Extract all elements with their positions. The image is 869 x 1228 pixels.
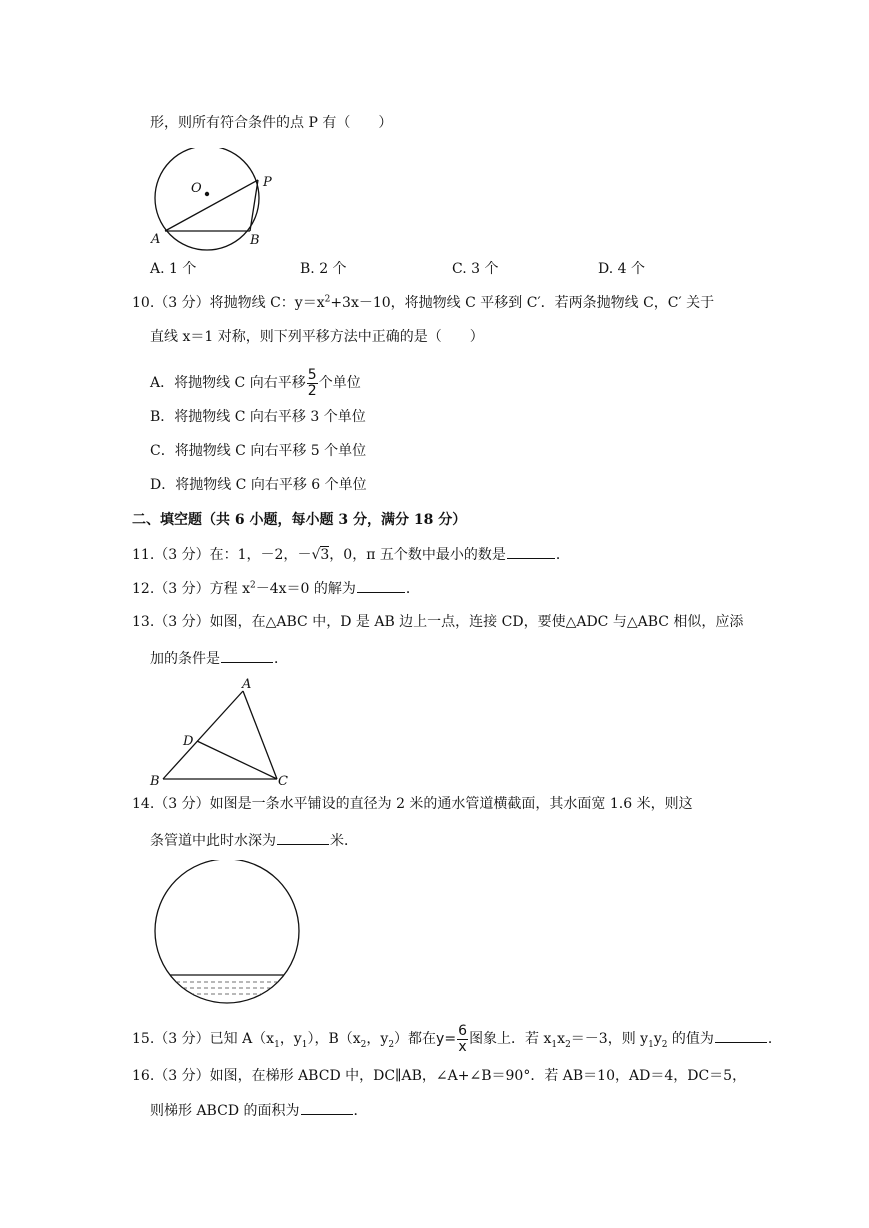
- q16-answer-blank: [301, 1100, 353, 1115]
- q15-text: ＝－3，则 y: [570, 1031, 649, 1047]
- q9-stem-tail: 形，则所有符合条件的点 P 有（ ）: [150, 115, 393, 131]
- q14-line2: [150, 830, 358, 851]
- q11-line: [132, 544, 570, 565]
- q10-num: 10.（3 分）将抛物线 C：y＝x: [132, 295, 325, 311]
- q14-line2-pre: 条管道中此时水深为: [150, 833, 276, 849]
- q11-neg: －: [297, 547, 312, 563]
- q15-text: y: [653, 1031, 662, 1047]
- q9-option-c: C. 3 个: [452, 261, 499, 277]
- q13-line2-pre: 加的条件是: [150, 651, 220, 667]
- q11-sqrt-sign: √: [311, 547, 321, 563]
- q16-line2-pre: 则梯形 ABCD 的面积为: [150, 1103, 300, 1119]
- q15-sub: 2: [565, 1039, 571, 1050]
- q10-line1: [132, 293, 714, 313]
- q16-line2: [150, 1100, 368, 1121]
- q15-sub: 2: [388, 1039, 395, 1050]
- section2-heading: 二、填空题（共 6 小题，每小题 3 分，满分 18 分）: [132, 512, 467, 528]
- q15-sub: 2: [360, 1039, 367, 1050]
- q11-radicand: 3: [320, 547, 330, 563]
- q15-fraction-num: 6: [458, 1022, 468, 1039]
- q9-chord-ap: [165, 180, 258, 231]
- q15-text: x: [557, 1031, 566, 1047]
- q15-line: [132, 1022, 782, 1056]
- q9-label-o: O: [191, 181, 202, 196]
- q11-end: ．: [555, 547, 570, 563]
- q10-fraction: [307, 368, 318, 399]
- q10-option-a-post: 个单位: [318, 375, 361, 391]
- q14-line1: 14.（3 分）如图是一条水平铺设的直径为 2 米的通水管道横截面，其水面宽 1.6 米，则这: [132, 796, 693, 812]
- q12-answer-blank: [357, 578, 405, 593]
- q9-option-b: B. 2 个: [300, 261, 347, 277]
- q15-sub: 1: [301, 1039, 308, 1050]
- q10-fraction-den: 2: [307, 382, 317, 399]
- q13-end: ．: [274, 651, 288, 667]
- q10-option-c: C．将抛物线 C 向右平移 5 个单位: [150, 443, 367, 459]
- q10-option-d: D．将抛物线 C 向右平移 6 个单位: [150, 477, 367, 493]
- q9-chord-bp: [250, 180, 258, 231]
- q15-pre: 15.（3 分）已知 A（x: [132, 1031, 275, 1047]
- q11-post: ，0，π 五个数中最小的数是: [329, 547, 506, 563]
- q9-label-a: A: [151, 232, 161, 247]
- q15-sub: 2: [661, 1039, 668, 1050]
- q10-option-a-pre: A．将抛物线 C 向右平移: [150, 375, 306, 391]
- q13-label-a: A: [242, 677, 252, 692]
- q9-circle-figure: [145, 148, 285, 252]
- q13-label-b: B: [150, 774, 160, 789]
- q9-circle: [155, 148, 259, 250]
- q14-pipe-figure: [148, 860, 308, 1006]
- q11-pre: 11.（3 分）在：1，－2，: [132, 547, 298, 563]
- q13-side-ab: [163, 691, 243, 779]
- q13-label-d: D: [183, 734, 194, 749]
- q14-line2-post: 米．: [330, 833, 358, 849]
- q9-option-a: A. 1 个: [150, 261, 197, 277]
- q15-fraction-den: x: [458, 1038, 467, 1055]
- q11-answer-blank: [507, 544, 555, 559]
- q12-post: －4x＝0 的解为: [255, 581, 356, 597]
- q13-triangle-figure: [145, 673, 295, 791]
- q15-sub: 1: [274, 1039, 280, 1050]
- q15-text: ，y: [279, 1031, 302, 1047]
- q15-sub: 1: [551, 1039, 558, 1050]
- q12-pre: 12.（3 分）方程 x: [132, 581, 250, 597]
- q15-text: ，y: [366, 1031, 389, 1047]
- q16-end: ．: [353, 1103, 368, 1119]
- q16-line1: 16.（3 分）如图，在梯形 ABCD 中，DC∥AB，∠A+∠B＝90°．若 AB＝10，AD＝4，DC＝5，: [132, 1068, 747, 1084]
- q10-exp: 2: [324, 294, 331, 305]
- q15-text: 的值为: [667, 1031, 714, 1047]
- q15-fraction: [457, 1024, 468, 1055]
- q12-end: ．: [405, 581, 420, 597]
- q10-rest: +3x－10，将抛物线 C 平移到 C′．若两条抛物线 C，C′ 关于: [330, 295, 715, 311]
- q12-line: [132, 578, 420, 599]
- q14-answer-blank: [277, 830, 329, 845]
- q10-option-b: B．将抛物线 C 向右平移 3 个单位: [150, 409, 366, 425]
- q15-text: ），B（x: [307, 1031, 361, 1047]
- q15-sub: 1: [648, 1039, 654, 1050]
- q13-label-c: C: [278, 774, 288, 789]
- q13-answer-blank: [221, 648, 273, 663]
- q10-fraction-num: 5: [307, 366, 317, 383]
- q9-label-p: P: [263, 175, 272, 190]
- q10-option-a: [150, 366, 361, 400]
- q14-pipe-circle: [155, 860, 299, 1003]
- q12-exp: 2: [249, 580, 256, 591]
- q10-line2: 直线 x＝1 对称，则下列平移方法中正确的是（ ）: [150, 329, 484, 345]
- q9-center-dot: [205, 192, 209, 196]
- q13-line1: 13.（3 分）如图，在△ABC 中，D 是 AB 边上一点，连接 CD，要使△ADC 与△ABC 相似，应添: [132, 614, 744, 630]
- q9-label-b: B: [250, 233, 260, 248]
- q15-answer-blank: [715, 1028, 767, 1043]
- q13-line2: [150, 648, 288, 669]
- q15-text: 图象上．若 x: [469, 1031, 552, 1047]
- q9-option-d: D. 4 个: [598, 261, 645, 277]
- q15-end: ．: [767, 1031, 782, 1047]
- q15-text: ）都在: [394, 1031, 437, 1047]
- q15-y-eq: y=: [436, 1031, 457, 1047]
